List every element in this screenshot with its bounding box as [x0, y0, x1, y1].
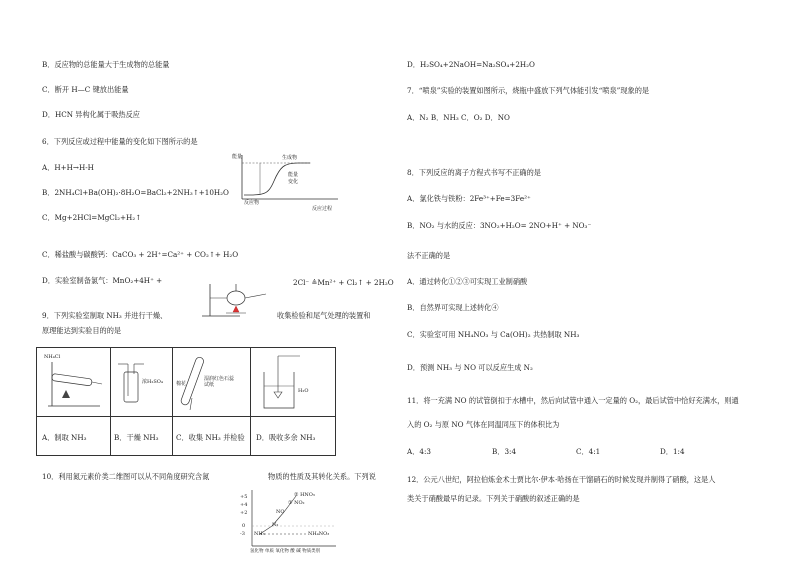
chlorine-apparatus: [200, 282, 270, 318]
q11-stem-2: 入的 O₂ 与原 NO 气体在同温同压下的体积比为: [407, 420, 560, 429]
nitrogen-valence-diagram: [232, 486, 342, 558]
q11-stem-1: 11．将一充满 NO 的试管倒扣于水槽中，然后向试管中通入一定量的 O₂，最后试管中恰好充满水，则通: [407, 396, 739, 405]
q8-stem: 8．下列反应的离子方程式书写不正确的是: [407, 168, 541, 177]
col-divider-3: [250, 347, 251, 456]
ytick-minus3: -3: [240, 531, 245, 537]
q6-option-d-right: D．H₂SO₄+2NaOH=Na₂SO₄+2H₂O: [407, 60, 535, 69]
energy-axis-label: 能量: [232, 154, 243, 160]
q10-stem-a: 10．利用氮元素价类二维图可以从不同角度研究含氮: [42, 472, 210, 481]
q5-option-b: B．反应物的总能量大于生成物的总能量: [42, 60, 170, 69]
apparatus-b: [114, 354, 170, 412]
q7-stem: 7．“喷泉”实验的装置如图所示，烧瓶中盛放下列气体能引发“喷泉”现象的是: [407, 86, 650, 95]
q5-option-c: C．断开 H—C 键放出能量: [42, 85, 129, 94]
col-divider-1: [110, 347, 111, 456]
point-no2: ① NO₂: [288, 500, 305, 506]
ytick-plus4: +4: [240, 502, 248, 508]
q6-option-c2: C．稀盐酸与碳酸钙：CaCO₃ + 2H⁺=Ca²⁺ + CO₂↑+ H₂O: [42, 250, 239, 259]
q5-option-d: D．HCN 异构化属于吸热反应: [42, 110, 140, 119]
apparatus-a: [40, 352, 108, 412]
q6-option-a: A．H+H→H-H: [42, 163, 94, 172]
q7-options: A．N₂ B．NH₃ C．O₂ D．NO: [407, 113, 510, 122]
graph-x-label: 反应过程: [312, 206, 333, 212]
q10-option-a: A．通过转化①②③可实现工业制硝酸: [407, 277, 528, 286]
diagram-x-label: 氢化物 单质 氧化物 酸 碱 物质类别: [250, 549, 321, 554]
apparatus-d: [254, 352, 334, 414]
q11-option-b: B．3:4: [492, 447, 517, 456]
q6-stem: 6．下列反应或过程中能量的变化如下图所示的是: [42, 137, 198, 146]
h2o-label: H₂O: [298, 388, 309, 394]
litmus-label: 湿润红色石蕊试纸: [204, 376, 235, 388]
q12-stem-1: 12．公元八世纪，阿拉伯炼金术士贾比尔·伊本·哈扬在干馏硝石的时候发现并制得了硝酸，这是人: [407, 475, 716, 484]
q11-option-d: D．1:4: [660, 447, 685, 456]
q12-stem-2: 类关于硝酸最早的记录。下列关于硝酸的叙述正确的是: [407, 494, 580, 503]
q9-stem-1: 9．下列实验室制取 NH₃ 并进行干燥、: [42, 311, 168, 320]
table-divider: [36, 416, 336, 417]
ytick-plus2: +2: [240, 510, 248, 516]
point-nh3: NH₃: [254, 531, 265, 537]
q6-option-d-tail: 2Cl⁻ ≜Mn²⁺ + Cl₂↑ + 2H₂O: [293, 278, 394, 287]
q9-stem-2: 原理能达到实验目的的是: [42, 326, 122, 335]
point-no: NO: [276, 509, 285, 515]
q9-option-a: A．制取 NH₃: [42, 433, 87, 442]
q11-option-c: C．4:1: [576, 447, 601, 456]
energy-diagram: [232, 151, 344, 215]
q10-stem-b: 物质的性质及其转化关系。下列说: [268, 472, 376, 481]
q9-option-b: B．干燥 NH₃: [114, 433, 159, 442]
q8-option-a: A．氯化铁与铁粉：2Fe³⁺+Fe=3Fe²⁺: [407, 194, 531, 203]
point-nh4no3: NH₄NO₃: [308, 531, 330, 537]
q9-stem-1b: 收集检验和尾气处理的装置和: [277, 311, 371, 320]
q10-option-d: D．预测 NH₃ 与 NO 可以反应生成 N₂: [407, 363, 533, 372]
col-divider-2: [172, 347, 173, 456]
q6-option-d: D．实验室制备氯气：MnO₂+4H⁺ +: [42, 276, 163, 285]
nh4cl-label: NH₄Cl: [44, 354, 61, 360]
reactant-label: 反应物: [244, 200, 260, 206]
q8-option-b: B．NO₂ 与水的反应：3NO₂+H₂O= 2NO+H⁺ + NO₃⁻: [407, 221, 592, 230]
cotton-label: 棉花: [176, 381, 187, 387]
q11-option-a: A．4:3: [407, 447, 431, 456]
q6-option-c: C．Mg+2HCl=MgCl₂+H₂↑: [42, 213, 142, 222]
q10-continued: 法不正确的是: [407, 251, 451, 260]
q6-option-b: B．2NH₄Cl+Ba(OH)₂·8H₂O=BaCl₂+2NH₃↑+10H₂O: [42, 188, 229, 197]
point-n2: N₂: [272, 522, 279, 528]
q10-option-c: C．实验室可用 NH₄NO₃ 与 Ca(OH)₂ 共热制取 NH₃: [407, 330, 580, 339]
apparatus-c: [176, 352, 248, 414]
q10-option-b: B．自然界可实现上述转化④: [407, 303, 499, 312]
q9-option-c: C．收集 NH₃ 并检验: [176, 433, 245, 442]
q9-option-d: D．吸收多余 NH₃: [256, 433, 316, 442]
delta-label: 能量变化: [288, 172, 299, 185]
h2so4-label: 浓H₂SO₄: [142, 379, 163, 385]
product-label: 生成物: [282, 155, 298, 161]
point-hno3: ② HNO₃: [294, 492, 315, 498]
ytick-plus5: +5: [240, 494, 248, 500]
ytick-0: 0: [242, 523, 246, 529]
